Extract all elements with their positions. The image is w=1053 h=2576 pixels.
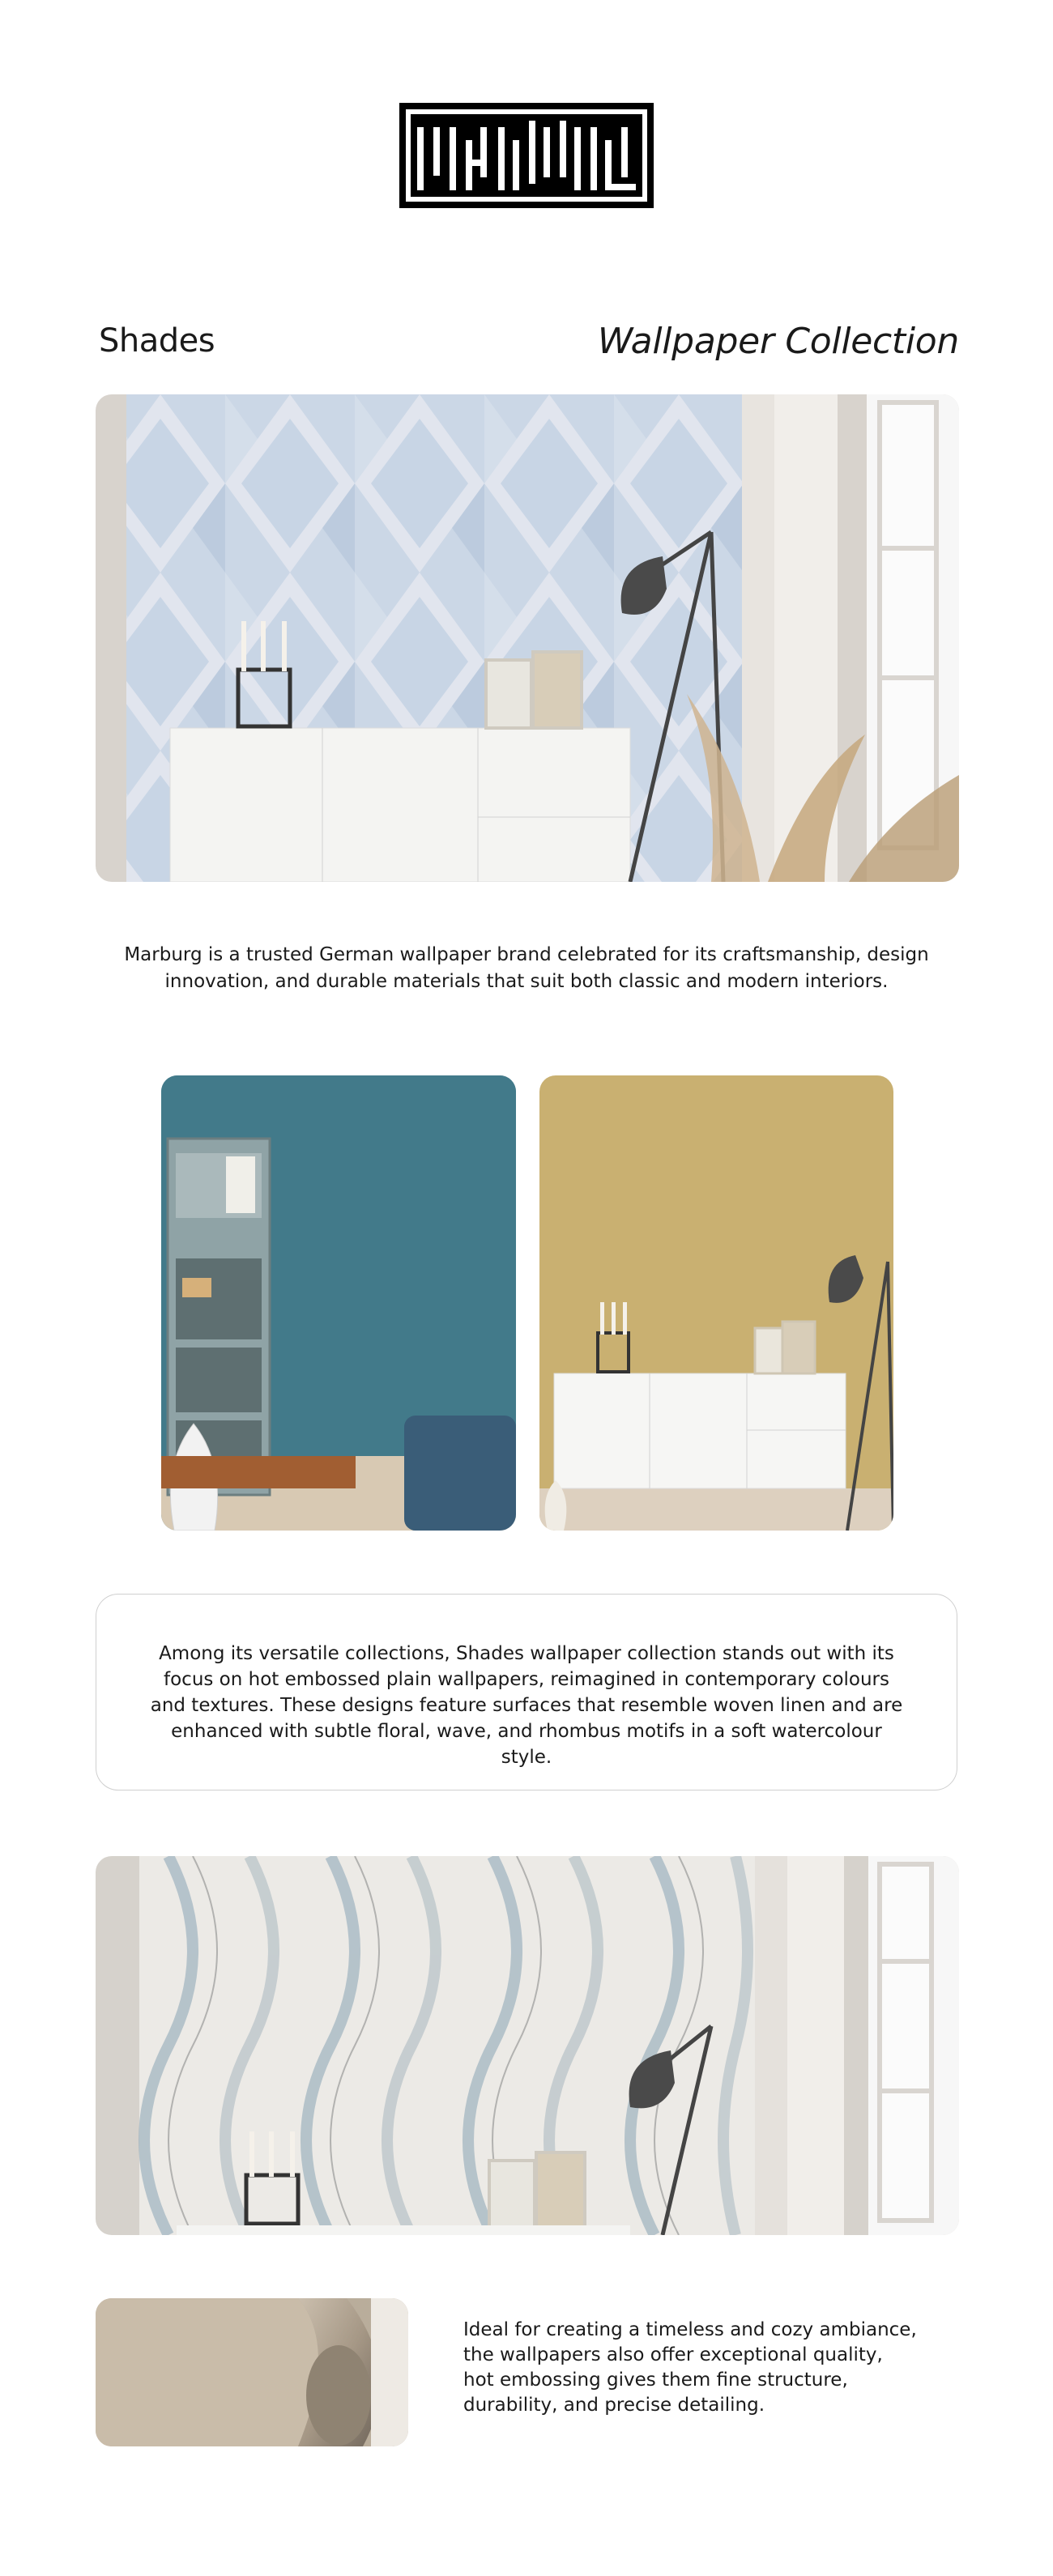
teal-wallpaper-image — [161, 1075, 516, 1531]
gold-wallpaper-image — [539, 1075, 893, 1531]
wallpaper-roll-image — [96, 2298, 408, 2446]
detail-text: Ideal for creating a timeless and cozy ambiance, the wallpapers also offer exceptional quality, hot embossing gives them fine structure, durability, and precise detailing. — [463, 2319, 917, 2416]
intro-text: Marburg is a trusted German wallpaper brand celebrated for its craftsmanship, design innovation, and durable materials that suit both classic and modern interiors. — [124, 944, 929, 992]
collection-title: Wallpaper Collection — [597, 321, 959, 362]
brand-name: Shades — [99, 322, 215, 360]
feature-card — [96, 1594, 957, 1790]
brand-logo[interactable] — [399, 103, 654, 208]
feature-text: Among its versatile collections, Shades wallpaper collection stands out with its focus on hot embossed plain wallpapers, reimagined in contemporary colours and textures. These designs feature surfaces that resemble woven linen and are enhanced with subtle floral, wave, and rhombus motifs in a soft watercolour style. — [150, 1643, 903, 1768]
marburg-logo-icon — [399, 103, 654, 208]
hero-image — [96, 394, 959, 882]
wave-wallpaper-image — [96, 1856, 959, 2235]
